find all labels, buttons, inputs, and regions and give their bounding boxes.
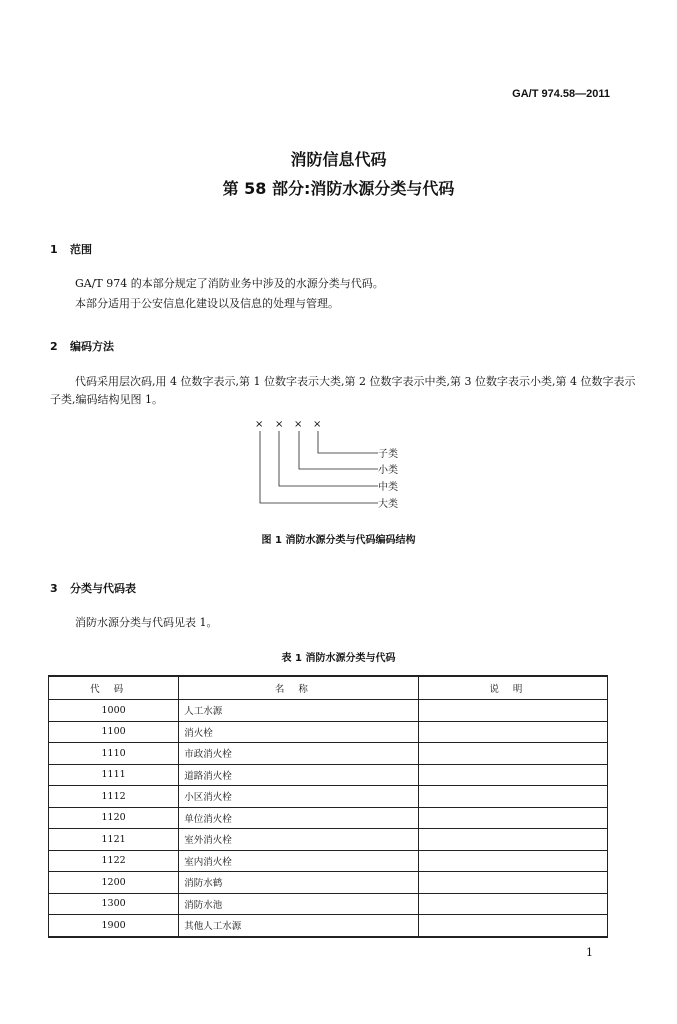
figure-caption: 图 1 消防水源分类与代码编码结构 [261, 535, 416, 546]
table-row [49, 893, 608, 915]
name-cell: 室外消火栓 [179, 829, 418, 851]
code-cell: 1200 [49, 872, 179, 894]
section-number: 2 [50, 340, 58, 353]
digit-placeholder: × [294, 419, 303, 430]
document-title: 消防信息代码 [290, 150, 387, 169]
column-header-name: 名称 [179, 676, 418, 700]
note-cell [418, 872, 607, 894]
table-caption: 表 1 消防水源分类与代码 [281, 653, 396, 664]
column-header-note: 说明 [418, 676, 607, 700]
level-label: 小类 [378, 465, 398, 476]
connector-line [260, 431, 378, 503]
code-cell: 1300 [49, 893, 179, 915]
name-cell: 消火栓 [179, 721, 418, 743]
table-row [49, 915, 608, 937]
section-title: 编码方法 [70, 340, 114, 353]
note-cell [418, 807, 607, 829]
section-1-paragraph: GA/T 974 的本部分规定了消防业务中涉及的水源分类与代码。 [75, 277, 384, 290]
code-cell: 1900 [49, 915, 179, 937]
name-cell: 人工水源 [179, 700, 418, 722]
section-1-paragraph: 本部分适用于公安信息化建设以及信息的处理与管理。 [75, 297, 339, 310]
note-cell [418, 829, 607, 851]
table-row [49, 700, 608, 722]
code-cell: 1111 [49, 764, 179, 786]
note-cell [418, 915, 607, 937]
note-cell [418, 893, 607, 915]
column-header-code: 代码 [49, 676, 179, 700]
table-row [49, 743, 608, 765]
name-cell: 室内消火栓 [179, 850, 418, 872]
note-cell [418, 721, 607, 743]
name-cell: 其他人工水源 [179, 915, 418, 937]
section-number: 3 [50, 582, 58, 595]
code-cell: 1000 [49, 700, 179, 722]
note-cell [418, 764, 607, 786]
section-title: 范围 [70, 243, 92, 256]
section-3-paragraph: 消防水源分类与代码见表 1。 [75, 616, 218, 629]
section-number: 1 [50, 243, 58, 256]
code-cell: 1100 [49, 721, 179, 743]
document-subtitle: 第 58 部分:消防水源分类与代码 [222, 179, 455, 198]
code-cell: 1120 [49, 807, 179, 829]
code-cell: 1122 [49, 850, 179, 872]
level-label: 大类 [378, 499, 398, 510]
table-row [49, 807, 608, 829]
table-row [49, 721, 608, 743]
page-number: 1 [586, 946, 593, 959]
table-row [49, 850, 608, 872]
connector-line [299, 431, 378, 469]
name-cell: 消防水鹤 [179, 872, 418, 894]
table-row [49, 829, 608, 851]
code-table [48, 675, 608, 938]
code-cell: 1112 [49, 786, 179, 808]
note-cell [418, 700, 607, 722]
level-label: 子类 [378, 449, 398, 460]
document-code-header: GA/T 974.58—2011 [512, 88, 610, 100]
name-cell: 单位消火栓 [179, 807, 418, 829]
note-cell [418, 786, 607, 808]
section-title: 分类与代码表 [70, 582, 136, 595]
name-cell: 道路消火栓 [179, 764, 418, 786]
name-cell: 小区消火栓 [179, 786, 418, 808]
level-label: 中类 [378, 482, 398, 493]
connector-line [318, 431, 378, 453]
digit-placeholder: × [255, 419, 264, 430]
digit-placeholder: × [275, 419, 284, 430]
section-2-heading [50, 338, 114, 354]
table-row [49, 872, 608, 894]
code-cell: 1121 [49, 829, 179, 851]
name-cell: 消防水池 [179, 893, 418, 915]
table-row [49, 786, 608, 808]
table-header-row [49, 676, 608, 700]
section-3-heading [50, 580, 136, 596]
connector-line [279, 431, 378, 486]
note-cell [418, 850, 607, 872]
code-structure-diagram [250, 415, 410, 515]
name-cell: 市政消火栓 [179, 743, 418, 765]
table-row [49, 764, 608, 786]
section-1-heading [50, 241, 92, 257]
digit-placeholder: × [313, 419, 322, 430]
code-cell: 1110 [49, 743, 179, 765]
note-cell [418, 743, 607, 765]
section-2-paragraph: 代码采用层次码,用 4 位数字表示,第 1 位数字表示大类,第 2 位数字表示中类,第 3 位数字表示小类,第 4 位数字表示子类,编码结构见图 1。 [50, 375, 636, 406]
